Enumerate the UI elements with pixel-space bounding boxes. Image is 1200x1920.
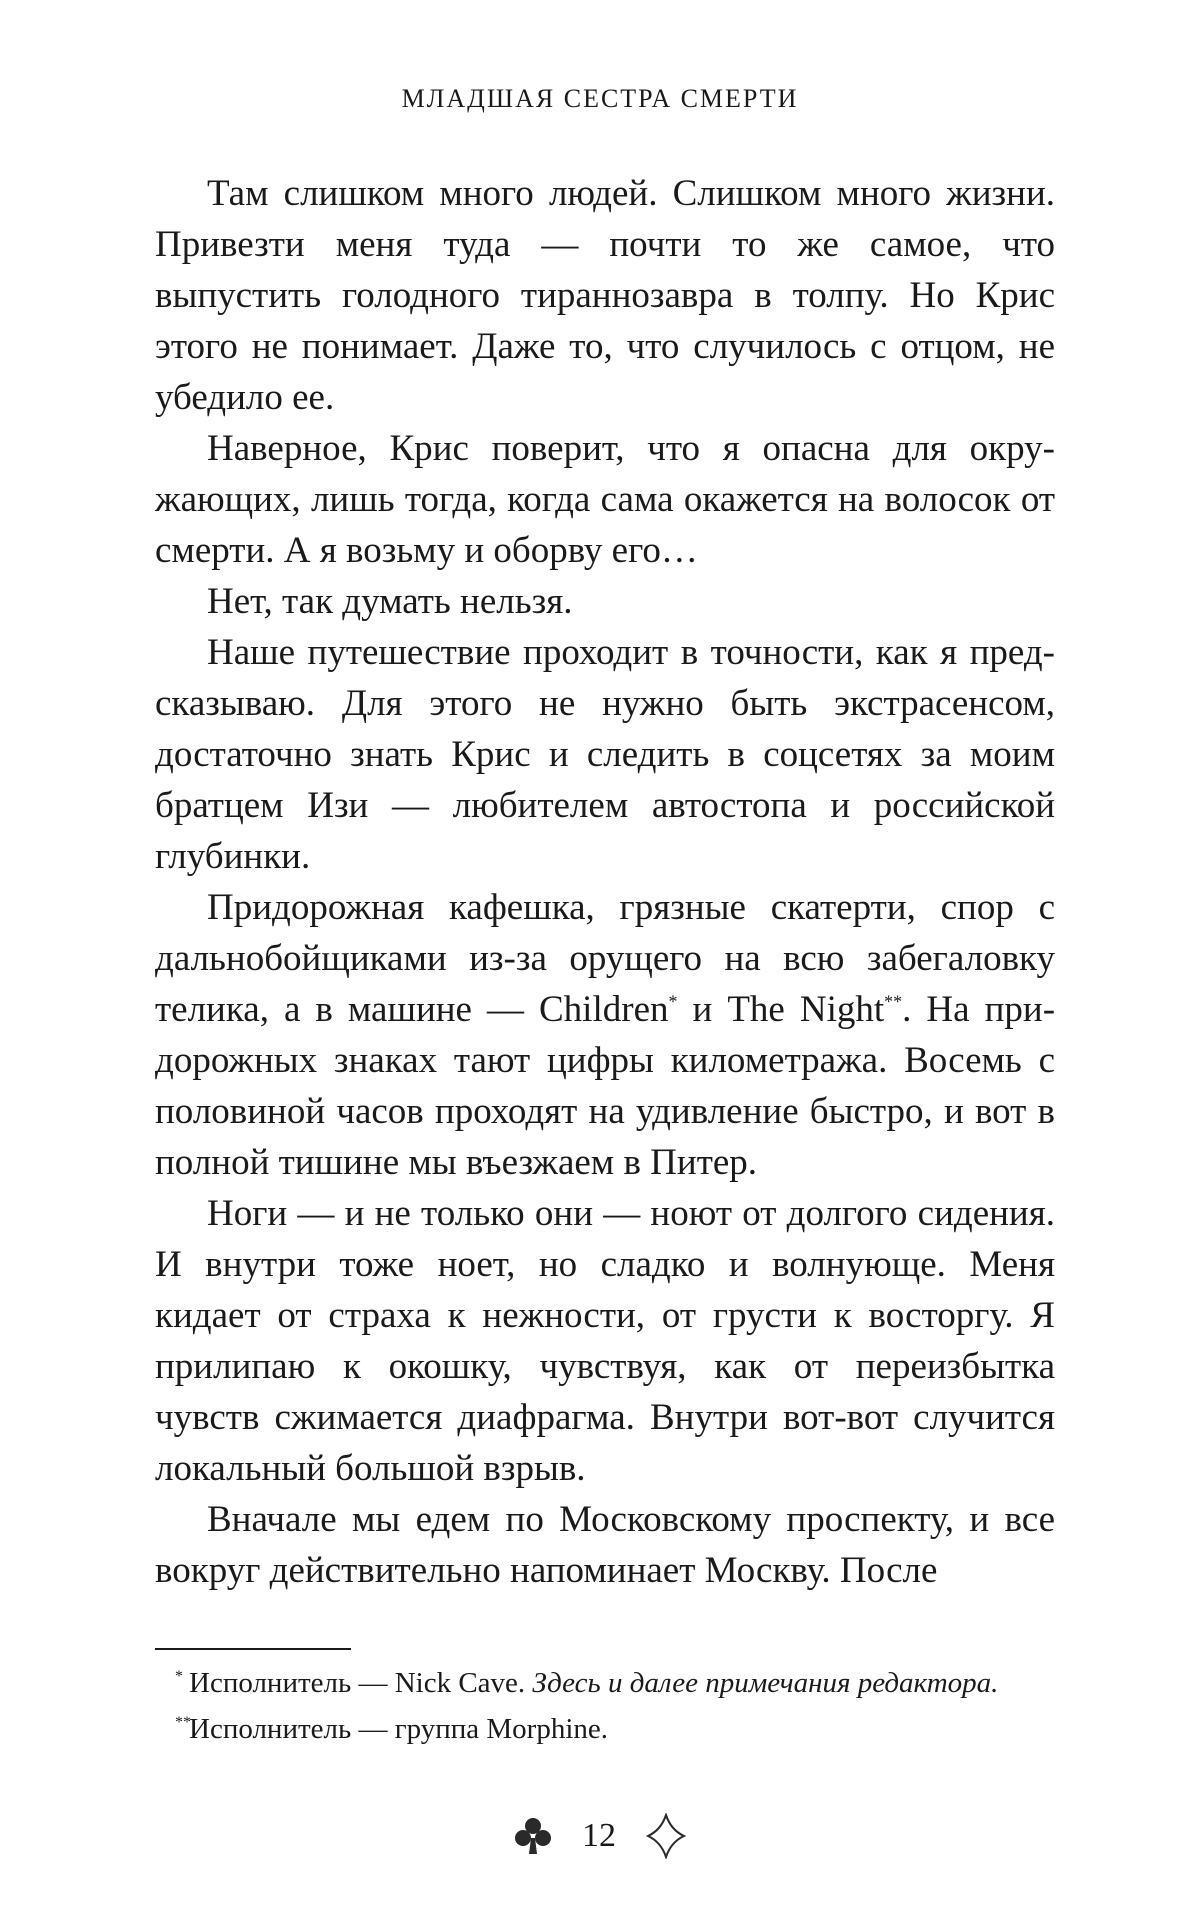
club-suit-icon xyxy=(514,1816,552,1856)
footnote-1-body: Исполнитель — Nick Cave. xyxy=(189,1667,533,1699)
paragraph-5-part-b: и The Night xyxy=(677,989,885,1030)
main-text xyxy=(155,168,1055,1596)
footnote-1-text xyxy=(181,1667,998,1699)
footnotes xyxy=(155,1660,1065,1752)
footnote-2-body: Исполнитель — группа Morphine. xyxy=(189,1713,608,1745)
paragraph-1: Там слишком много людей. Слишком много жизни. Привезти меня туда — почти то же самое, что выпустить голодного тираннозавра в толпу. Но Крис этого не понимает. Даже то, что случилось с отцом, не убедило ее. xyxy=(155,173,1055,418)
diamond-suit-icon xyxy=(646,1813,686,1859)
paragraph-5-part-a: Придорожная кафешка, грязные скатерти, спор с дальнобойщиками из-за орущего на всю забегаловку телика, а в машине — Children xyxy=(155,887,1055,1030)
paragraph-5-part-c: . На придорожных знаках тают цифры километража. Восемь с половиной часов проходят на удивление быстро, и вот в полной тишине мы въезжаем в Питер. xyxy=(155,989,1056,1183)
footnote-2-mark: ** xyxy=(175,1714,191,1731)
page-footer xyxy=(0,1806,1200,1866)
page-number: 12 xyxy=(582,1817,616,1854)
paragraph-6: Ноги — и не только они — ноют от долгого сидения. И внутри тоже ноет, но сладко и волнующе. Меня кидает от страха к нежности, от грусти к восторгу. Я прилипаю к окошку, чувствуя, как от переизбытка чувств сжимается диафрагма. Внутри вот-вот случится локальный большой взрыв. xyxy=(155,1193,1055,1489)
paragraph-5 xyxy=(155,882,1055,1188)
footnote-ref-2: ** xyxy=(884,991,903,1012)
footnote-1-note: Здесь и далее примечания редактора. xyxy=(532,1667,999,1699)
paragraph-2: Наверное, Крис поверит, что я опасна для окружающих, лишь тогда, когда сама окажется на волосок от смерти. А я возьму и оборву его… xyxy=(155,428,1055,571)
running-title: МЛАДШАЯ СЕСТРА СМЕРТИ xyxy=(401,84,799,113)
footnote-rule xyxy=(155,1648,351,1650)
footnote-2-text xyxy=(181,1713,608,1745)
footnote-2 xyxy=(155,1706,1065,1752)
footnote-1 xyxy=(155,1660,1065,1706)
paragraph-4: Наше путешествие проходит в точности, как я предсказываю. Для этого не нужно быть экстрасенсом, достаточно знать Крис и следить в соцсетях за моим братцем Изи — любителем автостопа и российской глубинки. xyxy=(155,632,1055,877)
footnote-ref-1: * xyxy=(668,991,678,1012)
paragraph-3: Нет, так думать нельзя. xyxy=(207,581,573,622)
paragraph-7: Вначале мы едем по Московскому проспекту, и все вокруг действительно напоминает Москву. После xyxy=(155,1499,1055,1591)
footnote-1-mark: * xyxy=(175,1668,183,1685)
